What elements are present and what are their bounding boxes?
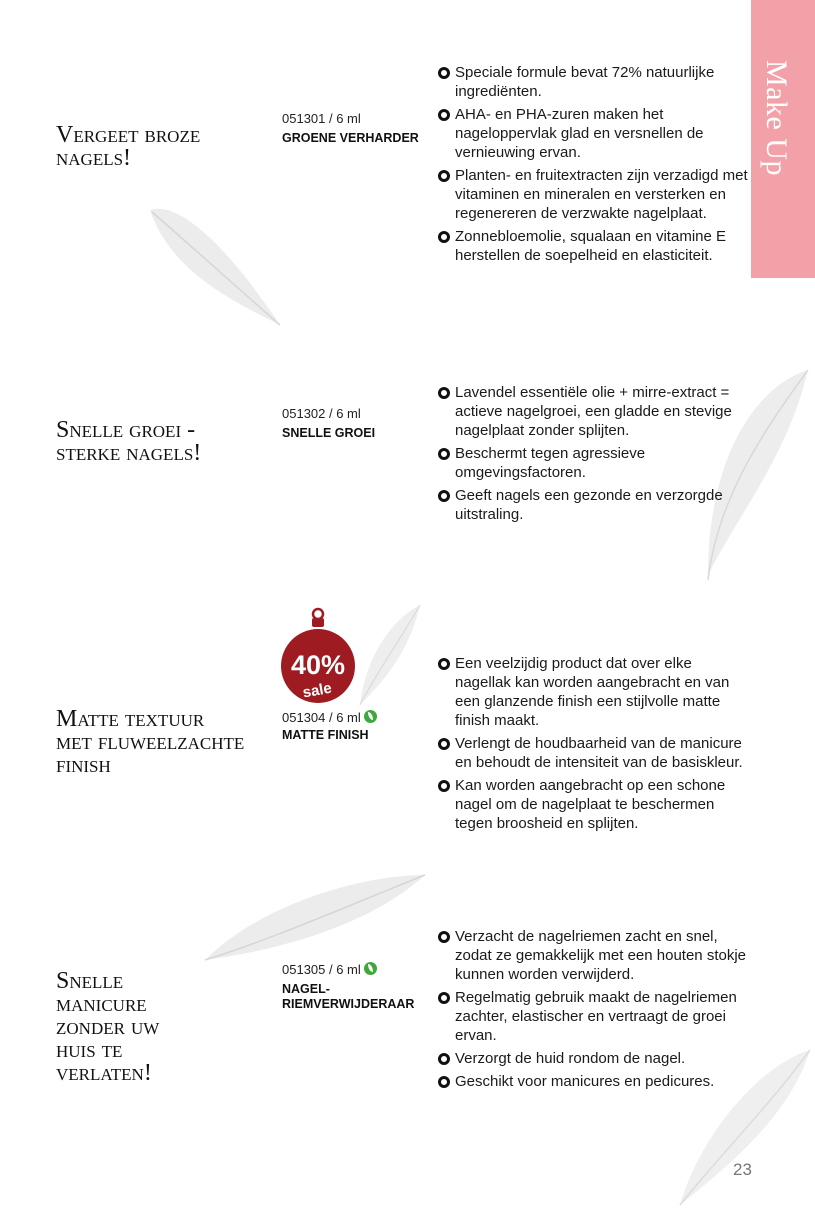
product-code: 051305 / 6 ml [282,962,361,977]
feature-text: Een veelzijdig product dat over elke nagellak kan worden aangebracht en van een glanzende finish een stijlvolle matte finish maakt. [455,655,730,729]
product-title: Matte textuur met fluweelzachte finish [56,706,245,778]
feature-list [438,383,748,528]
product-code: 051304 / 6 ml [282,710,361,725]
feature-text: Zonnebloemolie, squalaan en vitamine E herstellen de soepelheid en elasticiteit. [455,228,727,264]
eco-leaf-icon [364,710,377,723]
feature-text: Kan worden aangebracht op een schone nagel om de nagelplaat te beschermen tegen broosheid en splijten. [455,777,726,832]
bullet-icon [438,738,450,750]
product-name: NAGEL-RIEMVERWIJDERAAR [282,982,415,1011]
product-code-row [282,710,377,725]
bullet-icon [438,387,450,399]
feature-text: Regelmatig gebruik maakt de nagelriemen zachter, elastischer en vertraagt de groei ervan. [455,989,737,1044]
feature-text: Beschermt tegen agressieve omgevingsfactoren. [455,445,646,481]
eco-leaf-icon [364,962,377,975]
bullet-icon [438,658,450,670]
page-number: 23 [733,1160,752,1179]
feather-image [350,600,430,710]
feature-list [438,654,748,837]
feature-item [438,383,748,440]
bullet-icon [438,67,450,79]
feature-item [438,1049,748,1068]
feature-item [438,227,748,265]
feature-text: Verlengt de houdbaarheid van de manicure en behoudt de intensiteit van de basiskleur. [455,735,743,771]
bullet-icon [438,1076,450,1088]
product-code-row [282,962,377,977]
feature-item [438,166,748,223]
sale-word: sale [301,679,334,702]
bullet-icon [438,490,450,502]
feature-text: Planten- en fruitextracten zijn verzadigd met vitaminen en mineralen en versterken en regenereren de verzwakte nagelplaat. [455,167,748,222]
product-code: 051302 / 6 ml [282,406,361,421]
feature-item [438,776,748,833]
section-tab-label: Make Up [760,60,793,176]
feature-text: Verzorgt de huid rondom de nagel. [455,1050,686,1067]
feature-item [438,105,748,162]
feature-text: Speciale formule bevat 72% natuurlijke ingrediënten. [455,64,715,100]
feature-item [438,654,748,730]
feature-text: Lavendel essentiële olie + mirre-extract = actieve nagelgroei, een gladde en stevige nagelplaat zonder splijten. [455,384,732,439]
sale-percent: 40% [290,650,346,680]
feature-text: Geeft nagels een gezonde en verzorgde uitstraling. [455,487,723,523]
feature-item [438,486,748,524]
feature-item [438,988,748,1045]
product-title: Snelle manicure zonder uw huis te verlaten! [56,968,160,1086]
product-name: SNELLE GROEI [282,426,376,440]
bullet-icon [438,448,450,460]
bullet-icon [438,231,450,243]
product-title: Snelle groei - sterke nagels! [56,417,202,466]
feature-text: AHA- en PHA-zuren maken het nageloppervlak glad en versnellen de vernieuwing ervan. [455,106,704,161]
feature-list [438,927,748,1095]
badge-hanger [313,609,323,619]
feature-list [438,63,748,269]
feature-item [438,1072,748,1091]
feature-item [438,444,748,482]
feather-image [140,190,290,340]
feature-text: Geschikt voor manicures en pedicures. [455,1073,715,1090]
bullet-icon [438,1053,450,1065]
sale-badge [280,606,356,706]
bullet-icon [438,931,450,943]
product-code: 051301 / 6 ml [282,111,361,126]
bullet-icon [438,170,450,182]
feature-text: Verzacht de nagelriemen zacht en snel, zodat ze gemakkelijk met een houten stokje kunnen worden verwijderd. [455,928,746,983]
badge-cap [312,618,324,627]
bullet-icon [438,780,450,792]
feature-item [438,927,748,984]
feather-image [200,865,430,975]
feature-item [438,734,748,772]
product-name: MATTE FINISH [282,728,369,742]
feature-item [438,63,748,101]
bullet-icon [438,992,450,1004]
product-title: Vergeet broze nagels! [56,122,201,171]
bullet-icon [438,109,450,121]
product-name: GROENE VERHARDER [282,131,419,145]
